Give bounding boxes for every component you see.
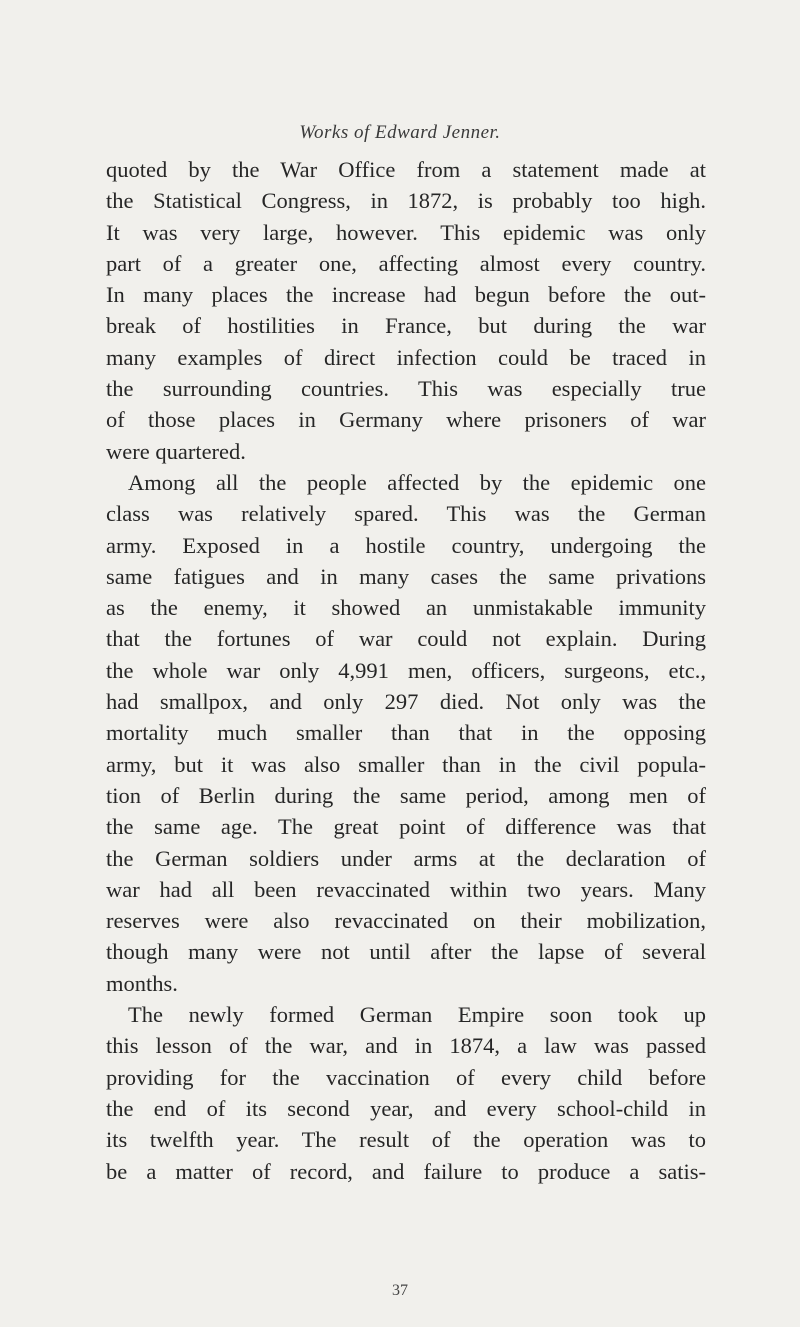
- text-line: had smallpox, and only 297 died. Not only was the: [106, 689, 706, 715]
- text-line: the surrounding countries. This was especially true: [106, 376, 706, 402]
- text-line: though many were not until after the lapse of several: [106, 939, 706, 965]
- text-line: same fatigues and in many cases the same privations: [106, 563, 706, 589]
- text-line: be a matter of record, and failure to produce a satis-: [106, 1158, 706, 1184]
- text-line: its twelfth year. The result of the operation was to: [106, 1127, 706, 1153]
- text-line: mortality much smaller than that in the opposing: [106, 720, 706, 746]
- text-line: the end of its second year, and every school-child in: [106, 1095, 706, 1121]
- text-line: months.: [106, 970, 178, 996]
- text-line: In many places the increase had begun before the out-: [106, 282, 706, 308]
- text-line: class was relatively spared. This was the German: [106, 501, 706, 527]
- text-line: tion of Berlin during the same period, among men of: [106, 782, 706, 808]
- text-line: army. Exposed in a hostile country, undergoing the: [106, 532, 706, 558]
- text-line: quoted by the War Office from a statement made at: [106, 157, 706, 182]
- page-number: 37: [392, 1282, 408, 1299]
- text-line: of those places in Germany where prisoners of war: [106, 407, 706, 433]
- text-line: the Statistical Congress, in 1872, is probably too high.: [106, 188, 706, 214]
- text-line: the same age. The great point of difference was that: [106, 814, 706, 840]
- running-head: Works of Edward Jenner.: [299, 122, 501, 143]
- text-line: the German soldiers under arms at the declaration of: [106, 845, 706, 871]
- body-text: [106, 154, 706, 1187]
- paragraph-start-line: The newly formed German Empire soon took up: [128, 1002, 706, 1028]
- text-line: were quartered.: [106, 438, 246, 464]
- text-line: many examples of direct infection could be traced in: [106, 344, 706, 370]
- text-line: war had all been revaccinated within two years. Many: [106, 876, 706, 902]
- text-line: army, but it was also smaller than in the civil popula-: [106, 751, 706, 777]
- text-line: providing for the vaccination of every child before: [106, 1064, 706, 1090]
- text-line: that the fortunes of war could not explain. During: [106, 626, 706, 652]
- text-line: break of hostilities in France, but during the war: [106, 313, 706, 339]
- text-line: this lesson of the war, and in 1874, a law was passed: [106, 1033, 706, 1059]
- text-line: It was very large, however. This epidemic was only: [106, 219, 706, 245]
- text-line: part of a greater one, affecting almost every country.: [106, 250, 706, 276]
- text-line: reserves were also revaccinated on their mobilization,: [106, 908, 706, 934]
- text-line: the whole war only 4,991 men, officers, surgeons, etc.,: [106, 657, 706, 683]
- paragraph-start-line: Among all the people affected by the epidemic one: [128, 469, 706, 495]
- text-line: as the enemy, it showed an unmistakable immunity: [106, 595, 706, 621]
